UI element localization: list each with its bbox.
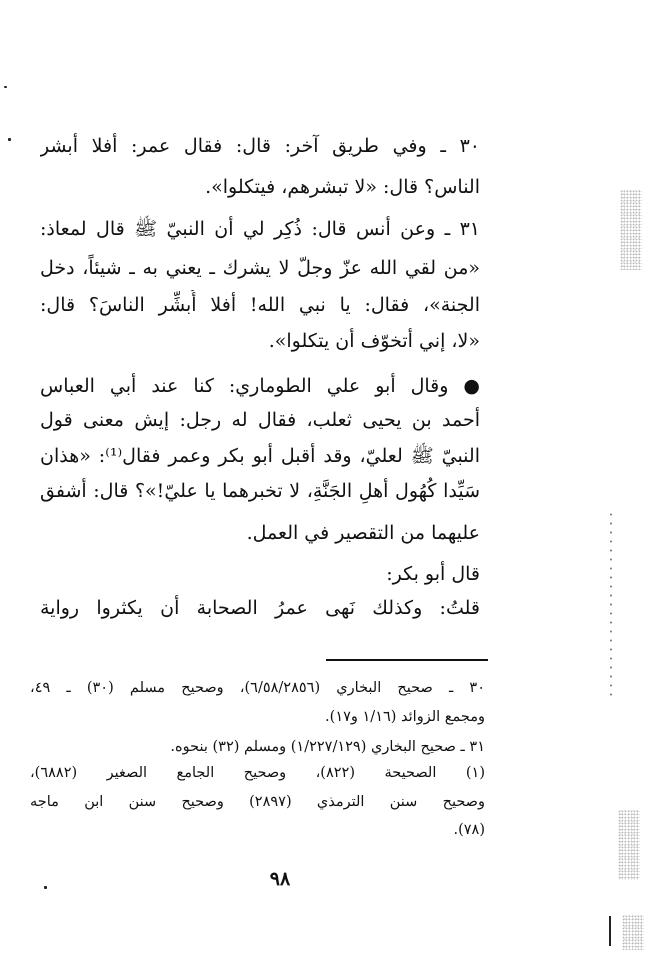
body-line-12: قال أبو بكر: <box>386 563 480 585</box>
body-line-10: سَيِّدا كُهُول أهلِ الجَنَّةِ، لا تخبرهما يا عليّ!»؟ قال: أشفق <box>40 480 480 502</box>
body-line-5: الجنة»، فقال: يا نبي الله! أفلا أُبشِّر الناسَ؟ قال: <box>40 294 480 316</box>
footnote-separator <box>326 659 488 661</box>
scan-speck <box>4 86 7 88</box>
scan-noise <box>622 915 644 950</box>
body-line-1: ٣٠ ـ وفي طريق آخر: قال: فقال عمر: أفلا أبشر <box>40 135 480 157</box>
body-line-2: الناس؟ قال: «لا تبشرهم، فيتكلوا». <box>205 176 480 198</box>
scan-dot-column <box>609 510 613 700</box>
footnote-line-2: ومجمع الزوائد (١/١٦ و١٧). <box>325 709 485 725</box>
footnote-line-4: (١) الصحيحة (٨٢٢)، وصحيح الجامع الصغير (٦٨٨٢)، <box>30 765 485 781</box>
footnote-line-1: ٣٠ ـ صحيح البخاري (٦/٥٨/٢٨٥٦)، وصحيح مسلم (٣٠) ـ ٤٩، <box>30 680 485 696</box>
scan-speck <box>8 138 11 141</box>
scan-noise <box>620 190 642 270</box>
scan-noise <box>618 810 640 880</box>
body-line-9: النبيّ ﷺ لعليّ، وقد أقبل أبو بكر وعمر فقال⁽¹⁾: «هذان <box>40 445 480 467</box>
footnote-line-5: وصحيح سنن الترمذي (٢٨٩٧) وصحيح سنن ابن ماجه <box>30 794 485 810</box>
body-line-13: قلتُ: وكذلك نَهى عمرُ الصحابة أن يكثروا رواية <box>40 597 480 619</box>
body-line-8: أحمد بن يحيى ثعلب، فقال له رجل: إيش معنى قول <box>40 409 480 431</box>
page-number: ٩٨ <box>269 868 291 890</box>
scan-speck <box>44 886 47 889</box>
scan-edge-bar <box>609 916 611 946</box>
body-line-4: «من لقي الله عزّ وجلّ لا يشرك ـ يعني به ـ شيئاً، دخل <box>40 257 480 279</box>
footnote-line-3: ٣١ ـ صحيح البخاري (١/٢٢٧/١٢٩) ومسلم (٣٢) بنحوه. <box>170 739 485 755</box>
footnote-line-6: (٧٨). <box>453 822 485 838</box>
body-line-11: عليهما من التقصير في العمل. <box>246 522 480 544</box>
body-line-7: ● وقال أبو علي الطوماري: كنا عند أبي العباس <box>40 375 480 397</box>
body-line-6: «لا، إني أتخوّف أن يتكلوا». <box>268 330 480 352</box>
body-line-3: ٣١ ـ وعن أنس قال: ذُكِر لي أن النبيّ ﷺ قال لمعاذ: <box>40 218 480 240</box>
